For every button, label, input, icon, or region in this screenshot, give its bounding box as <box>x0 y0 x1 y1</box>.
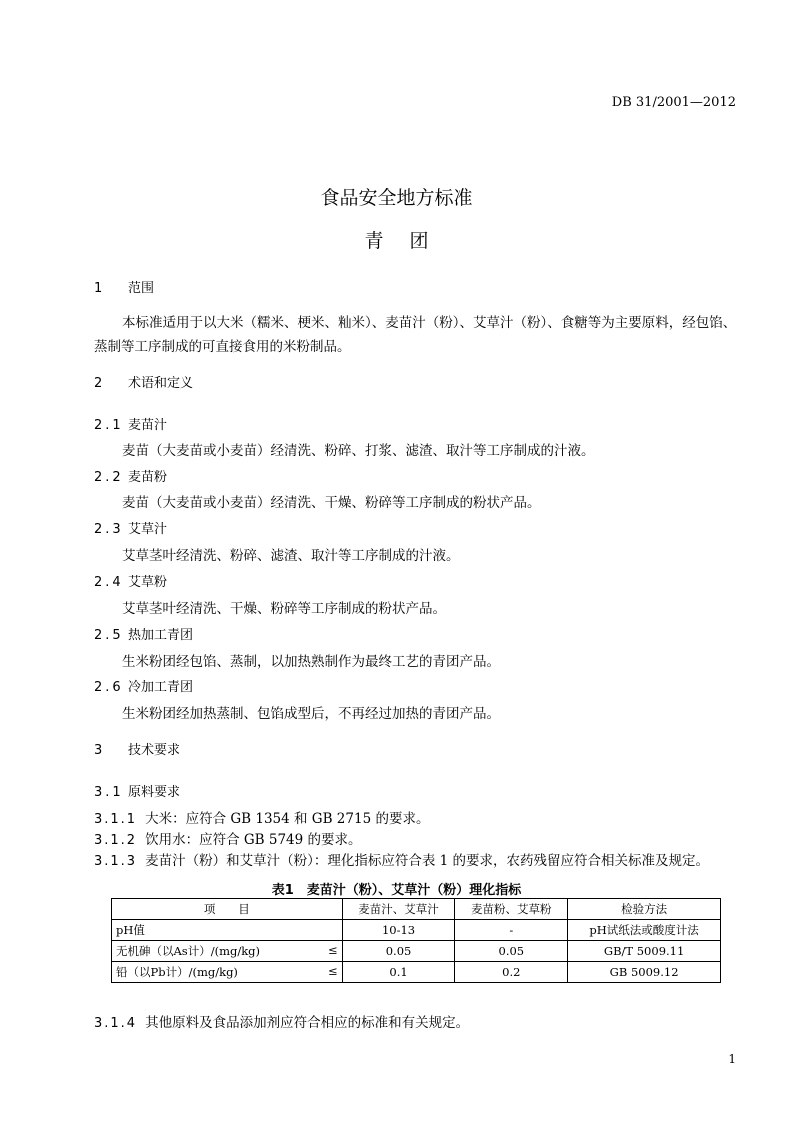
section-heading-2 <box>94 372 193 391</box>
table-cell: 0.05 <box>455 941 568 962</box>
scope-paragraph: 本标准适用于以大米（糯米、梗米、籼米）、麦苗汁（粉）、艾草汁（粉）、食糖等为主要原料，经包馅、蒸制等工序制成的可直接食用的米粉制品。 <box>94 315 737 355</box>
clause-3-1-3 <box>94 849 709 869</box>
table-cell: 0.1 <box>342 962 455 983</box>
table-row <box>112 962 721 983</box>
table-cell: 0.2 <box>455 962 568 983</box>
physicochemical-table <box>111 898 721 983</box>
section-title: 艾草汁 <box>128 522 168 537</box>
table-row <box>112 920 721 941</box>
section-heading-2-4 <box>94 571 167 590</box>
clause-number: 3.1.4 <box>94 1016 138 1031</box>
section-heading-2-6 <box>94 676 193 695</box>
table-cell: - <box>455 920 568 941</box>
item-label: 铅（以Pb计）/(mg/kg) <box>116 965 238 979</box>
item-label: 无机砷（以As计）/(mg/kg) <box>116 944 261 958</box>
table-header-cell: 检验方法 <box>568 899 721 920</box>
page-title: 食品安全地方标准 <box>320 187 473 209</box>
section-title: 麦苗粉 <box>128 470 168 485</box>
table-cell-item <box>112 920 343 941</box>
section-number: 3 <box>94 743 106 758</box>
section-number: 2.6 <box>94 680 124 695</box>
table-cell-item <box>112 941 343 962</box>
section-heading-2-1 <box>94 414 167 433</box>
page-number: 1 <box>728 1052 736 1066</box>
clause-3-1-4 <box>94 1011 469 1031</box>
clause-3-1-1 <box>94 807 429 827</box>
section-heading-3-1 <box>94 781 180 800</box>
clause-text: 饮用水：应符合 GB 5749 的要求。 <box>145 832 362 848</box>
definition-text-2-4: 艾草茎叶经清洗、干燥、粉碎等工序制成的粉状产品。 <box>122 601 446 617</box>
definition-text-2-5: 生米粉团经包馅、蒸制，以加热熟制作为最终工艺的青团产品。 <box>122 654 500 670</box>
section-title: 范围 <box>128 281 155 296</box>
section-number: 2.4 <box>94 575 124 590</box>
section-title: 冷加工青团 <box>128 680 194 695</box>
le-symbol: ≤ <box>327 964 338 978</box>
section-number: 1 <box>94 281 106 296</box>
section-heading-2-2 <box>94 466 167 485</box>
definition-text-2-6: 生米粉团经加热蒸制、包馅成型后，不再经过加热的青团产品。 <box>122 706 500 722</box>
section-title: 原料要求 <box>128 785 181 800</box>
clause-text: 麦苗汁（粉）和艾草汁（粉）：理化指标应符合表 1 的要求，农药残留应符合相关标准及规定。 <box>145 853 709 869</box>
section-title: 技术要求 <box>128 743 181 758</box>
section-heading-1 <box>94 277 154 296</box>
clause-3-1-2 <box>94 828 362 848</box>
document-code: DB 31/2001—2012 <box>611 95 736 110</box>
section-number: 2.5 <box>94 628 124 643</box>
page-subtitle: 青团 <box>364 230 455 252</box>
section-title: 麦苗汁 <box>128 418 168 433</box>
table-header-cell: 麦苗粉、艾草粉 <box>455 899 568 920</box>
table-header-row <box>112 899 721 920</box>
section-number: 2.2 <box>94 470 124 485</box>
definition-text-2-2: 麦苗（大麦苗或小麦苗）经清洗、干燥、粉碎等工序制成的粉状产品。 <box>122 495 541 511</box>
section-title: 艾草粉 <box>128 575 168 590</box>
table-cell: GB 5009.12 <box>568 962 721 983</box>
section-number: 2.1 <box>94 418 124 433</box>
clause-text: 大米：应符合 GB 1354 和 GB 2715 的要求。 <box>145 811 430 827</box>
table-cell: pH试纸法或酸度计法 <box>568 920 721 941</box>
le-symbol: ≤ <box>327 943 338 957</box>
item-label: pH值 <box>116 923 145 937</box>
section-title: 术语和定义 <box>128 376 194 391</box>
table-cell-item <box>112 962 343 983</box>
table-header-cell: 麦苗汁、艾草汁 <box>342 899 455 920</box>
table-row <box>112 941 721 962</box>
clause-text: 其他原料及食品添加剂应符合相应的标准和有关规定。 <box>145 1015 470 1031</box>
table-cell: GB/T 5009.11 <box>568 941 721 962</box>
section-title: 热加工青团 <box>128 628 194 643</box>
section-number: 2.3 <box>94 522 124 537</box>
section-heading-2-5 <box>94 624 193 643</box>
clause-number: 3.1.1 <box>94 812 138 827</box>
section-heading-2-3 <box>94 518 167 537</box>
definition-text-2-1: 麦苗（大麦苗或小麦苗）经清洗、粉碎、打浆、滤渣、取汁等工序制成的汁液。 <box>122 443 595 459</box>
section-number: 3.1 <box>94 785 124 800</box>
table-cell: 10-13 <box>342 920 455 941</box>
section-heading-3 <box>94 739 180 758</box>
table-header-cell: 项 目 <box>112 899 343 920</box>
table-cell: 0.05 <box>342 941 455 962</box>
table-caption: 表1 麦苗汁（粉）、艾草汁（粉）理化指标 <box>271 883 522 898</box>
clause-number: 3.1.2 <box>94 833 138 848</box>
section-number: 2 <box>94 376 106 391</box>
definition-text-2-3: 艾草茎叶经清洗、粉碎、滤渣、取汁等工序制成的汁液。 <box>122 548 460 564</box>
clause-number: 3.1.3 <box>94 854 138 869</box>
